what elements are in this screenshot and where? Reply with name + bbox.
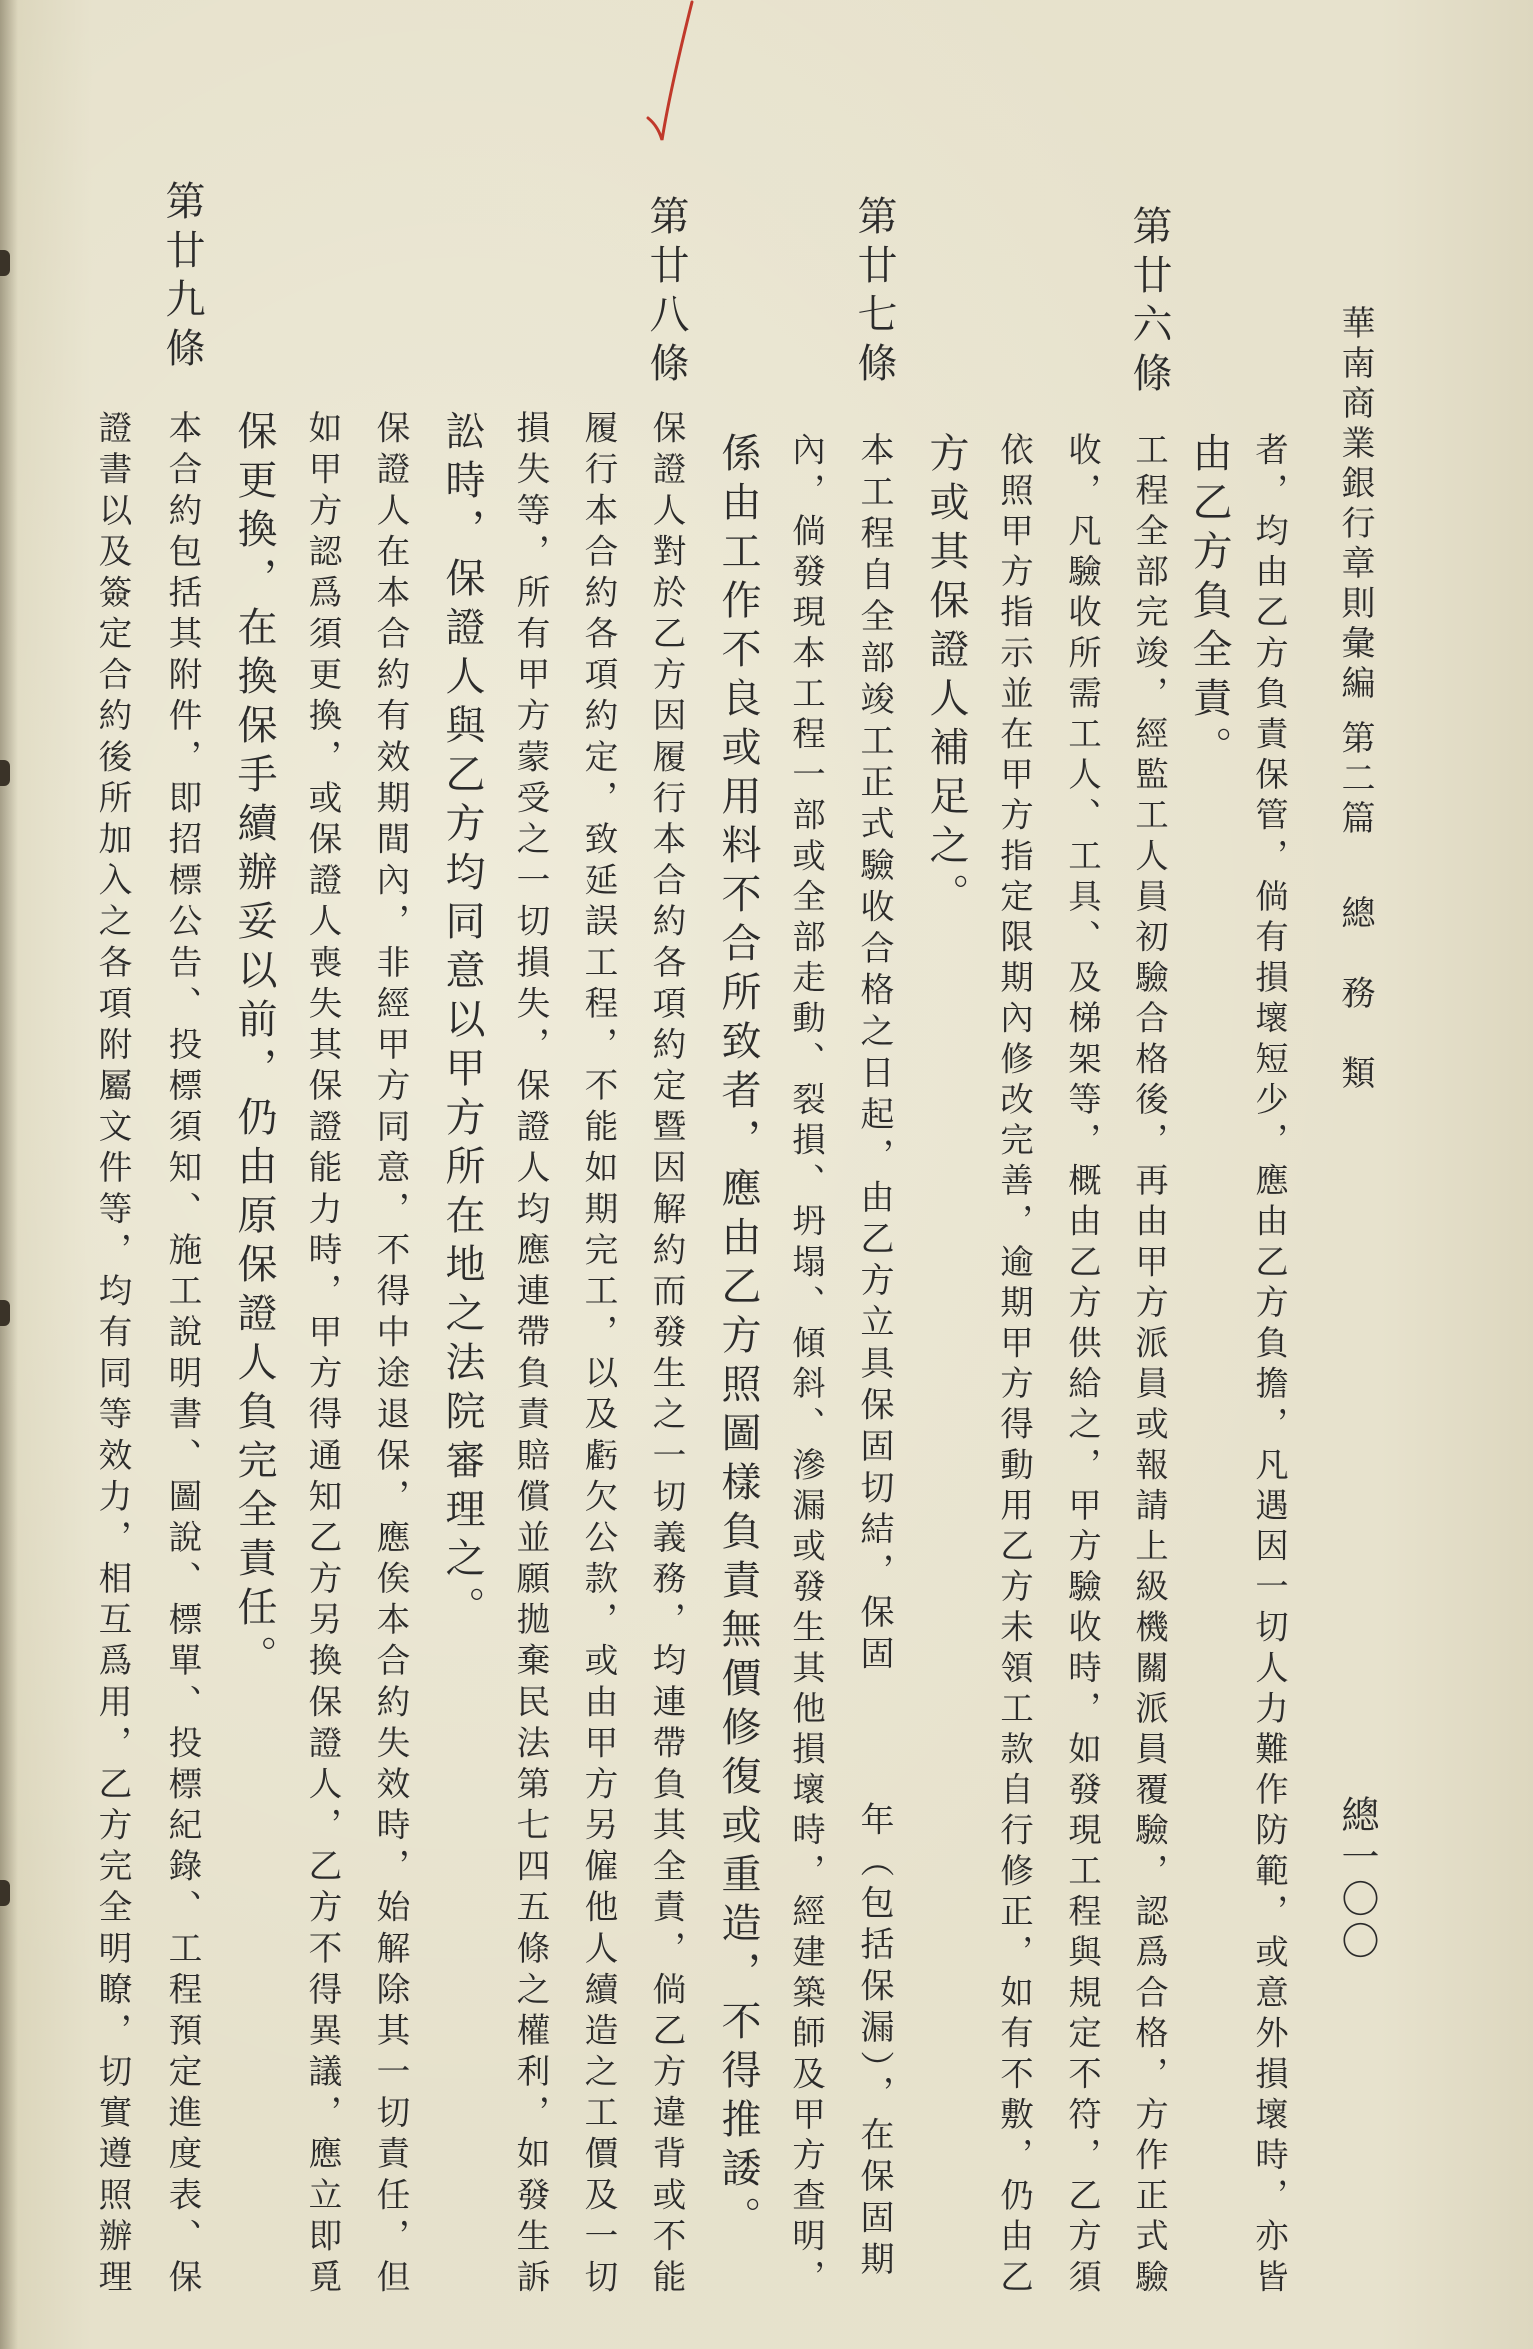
binding-hole xyxy=(0,1880,10,1906)
binding-hole xyxy=(0,760,10,786)
article-heading-27: 第廿七條 xyxy=(851,195,897,391)
text-line: 保更換，在換保手續辦妥以前，仍由原保證人負完全責任。 xyxy=(231,410,277,1684)
text-line: 方或其保證人補足之。 xyxy=(923,432,969,922)
text-line: 係由工作不良或用料不合所致者，應由乙方照圖樣負責無價修復或重造，不得推諉。 xyxy=(715,432,761,2245)
book-title: 華南商業銀行章則彙編 xyxy=(1335,305,1375,705)
binding-hole xyxy=(0,250,10,276)
section-label: 第二篇 xyxy=(1335,720,1375,840)
text-line: 履行本合約各項約定，致延誤工程，不能如期完工，以及虧欠公款，或由甲方另僱他人續造之工價及一切 xyxy=(579,410,618,2300)
text-line: 由乙方負全責。 xyxy=(1186,432,1232,775)
text-line: 內，倘發現本工程一部或全部走動、裂損、坍塌、傾斜、滲漏或發生其他損壞時，經建築師及甲方查明， xyxy=(787,432,826,2300)
text-line: 工程全部完竣，經監工人員初驗合格後，再由甲方派員或報請上級機關派員覆驗，認爲合格，方作正式驗 xyxy=(1130,432,1169,2300)
binding-hole xyxy=(0,1300,10,1326)
page-number: 總一〇〇 xyxy=(1335,1795,1379,1963)
text-line: 證書以及簽定合約後所加入之各項附屬文件等，均有同等效力，相互爲用，乙方完全明瞭，切實遵照辦理 xyxy=(93,410,132,2300)
text-line: 依照甲方指示並在甲方指定限期內修改完善，逾期甲方得動用乙方未領工款自行修正，如有不敷，仍由乙 xyxy=(995,432,1034,2300)
text-line: 收，凡驗收所需工人、工具、及梯架等，概由乙方供給之，甲方驗收時，如發現工程與規定不符，乙方須 xyxy=(1063,432,1102,2300)
text-line: 者，均由乙方負責保管，倘有損壞短少，應由乙方負擔，凡遇因一切人力難作防範，或意外損壞時，亦皆 xyxy=(1250,432,1289,2300)
text-line: 損失等，所有甲方蒙受之一切損失，保證人均應連帶負責賠償並願拋棄民法第七四五條之權利，如發生訴 xyxy=(511,410,550,2300)
text-line: 訟時，保證人與乙方均同意以甲方所在地之法院審理之。 xyxy=(439,410,485,1635)
running-header xyxy=(1335,305,1375,705)
article-heading-28: 第廿八條 xyxy=(643,195,689,391)
text-line: 保證人對於乙方因履行本合約各項約定暨因解約而發生之一切義務，均連帶負其全責，倘乙方違背或不能 xyxy=(647,410,686,2300)
text-line: 保證人在本合約有效期間內，非經甲方同意，不得中途退保，應俟本合約失效時，始解除其一切責任，但 xyxy=(371,410,410,2300)
text-line: 如甲方認爲須更換，或保證人喪失其保證能力時，甲方得通知乙方另換保證人，乙方不得異議，應立即覓 xyxy=(303,410,342,2300)
text-line: 本工程自全部竣工正式驗收合格之日起，由乙方立具保固切結，保固 年（包括保漏），在保固期 xyxy=(854,432,894,2283)
red-check-mark-icon xyxy=(640,0,700,150)
text-line: 本合約包括其附件，即招標公告、投標須知、施工說明書、圖說、標單、投標紀錄、工程預定進度表、保 xyxy=(163,410,202,2300)
article-heading-29: 第廿九條 xyxy=(159,180,205,376)
spine-shadow xyxy=(0,0,18,2349)
article-heading-26: 第廿六條 xyxy=(1126,205,1172,401)
category-label: 總 務 類 xyxy=(1335,895,1375,1095)
